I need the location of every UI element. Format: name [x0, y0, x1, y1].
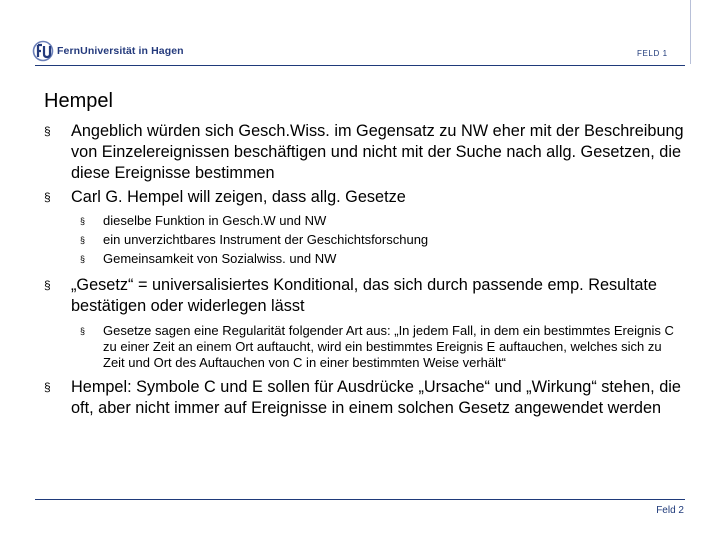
sub-bullet-marker: §	[80, 326, 86, 336]
sub-bullet-item	[44, 323, 684, 371]
sub-bullet-text: Gesetze sagen eine Regularität folgender Art aus: „In jedem Fall, in dem ein bestimmtes Ereignis C zu einer Zeit an einem Ort auftaucht, wird ein bestimmtes Ereignis E auftauchen, welches sich zu Zeit und Ort des Auftauchen von C in einer bestimmten Weise verhält“	[103, 323, 674, 370]
sub-bullet-list	[44, 323, 684, 371]
bullet-text: Angeblich würden sich Gesch.Wiss. im Gegensatz zu NW eher mit der Beschreibung von Einzelereignissen beschäftigen und nicht mit der Suche nach allg. Gesetzen, die diese Ereignisse bestimmen	[71, 122, 684, 182]
sub-bullet-text: ein unverzichtbares Instrument der Geschichtsforschung	[103, 232, 429, 247]
slide-tag: FELD 1	[637, 49, 668, 58]
header-vertical-line	[690, 0, 691, 64]
bullet-item	[44, 121, 684, 184]
sub-bullet-item	[44, 232, 684, 248]
slide-title: Hempel	[44, 90, 113, 112]
slide-content	[44, 121, 684, 422]
bullet-marker: §	[44, 124, 51, 138]
footer-divider	[35, 499, 685, 500]
page-label: Feld 2	[656, 505, 684, 516]
bullet-marker: §	[44, 278, 51, 292]
sub-bullet-text: dieselbe Funktion in Gesch.W und NW	[103, 213, 327, 228]
university-logo-icon	[32, 40, 54, 62]
bullet-item	[44, 187, 684, 208]
sub-bullet-marker: §	[80, 216, 86, 226]
bullet-marker: §	[44, 380, 51, 394]
sub-bullet-marker: §	[80, 235, 86, 245]
sub-bullet-item	[44, 213, 684, 229]
bullet-text: Hempel: Symbole C und E sollen für Ausdrücke „Ursache“ und „Wirkung“ stehen, die oft, aber nicht immer auf Ereignisse in einem solchen Gesetz angewendet werden	[71, 378, 681, 417]
university-logo	[32, 40, 184, 62]
logo-text: FernUniversität in Hagen	[57, 45, 184, 57]
bullet-marker: §	[44, 190, 51, 204]
sub-bullet-text: Gemeinsamkeit von Sozialwiss. und NW	[103, 251, 337, 266]
sub-bullet-marker: §	[80, 254, 86, 264]
header-divider	[35, 65, 685, 66]
bullet-item	[44, 377, 684, 419]
sub-bullet-item	[44, 251, 684, 267]
bullet-text: Carl G. Hempel will zeigen, dass allg. Gesetze	[71, 188, 406, 206]
bullet-text: „Gesetz“ = universalisiertes Konditional, das sich durch passende emp. Resultate bestätigen oder widerlegen lässt	[71, 276, 657, 315]
bullet-item	[44, 275, 684, 317]
sub-bullet-list	[44, 213, 684, 267]
